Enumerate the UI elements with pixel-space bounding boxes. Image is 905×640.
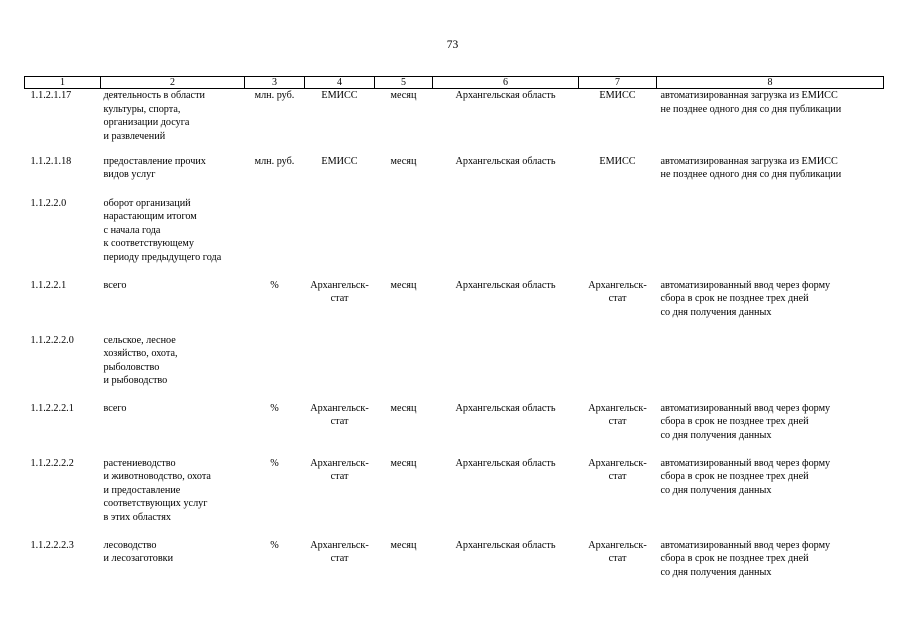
- row-source: [305, 197, 375, 279]
- row-code: 1.1.2.2.2.0: [30, 334, 74, 346]
- row-code: 1.1.2.2.0: [30, 197, 67, 209]
- row-territory: Архангельская область: [455, 279, 556, 291]
- row-territory: Архангельская область: [455, 155, 556, 167]
- column-header: 6: [433, 77, 579, 89]
- row-indicator-name: сельское, лесное хозяйство, охота, рыболовство и рыбоводство: [103, 334, 178, 387]
- row-territory: [433, 197, 579, 279]
- row-unit: %: [270, 279, 279, 291]
- row-source: Архангельск- стат: [310, 539, 369, 565]
- row-provider: [579, 197, 657, 279]
- column-header: 3: [245, 77, 305, 89]
- row-indicator-name: деятельность в области культуры, спорта, организации досуга и развлечений: [103, 90, 205, 142]
- row-indicator-name: оборот организаций нарастающим итогом с начала года к соответствующему периоду предыдущего года: [103, 197, 222, 263]
- row-unit: млн. руб.: [254, 155, 295, 167]
- table-row: [25, 334, 884, 402]
- row-provider: Архангельск- стат: [588, 279, 647, 305]
- row-code: 1.1.2.2.2.2: [30, 457, 74, 469]
- column-header: 1: [25, 77, 101, 89]
- column-header: 5: [375, 77, 433, 89]
- row-method: [657, 197, 884, 279]
- table-row: [25, 279, 884, 334]
- row-unit: [245, 334, 305, 402]
- row-territory: Архангельская область: [455, 90, 556, 101]
- row-code: 1.1.2.2.2.1: [30, 402, 74, 414]
- row-period: [375, 334, 433, 402]
- table-header-row: [25, 77, 884, 89]
- column-header: 2: [101, 77, 245, 89]
- row-method: автоматизированный ввод через форму сбора в срок не позднее трех дней со дня получения данных: [660, 402, 831, 441]
- column-header: 4: [305, 77, 375, 89]
- table-row: [25, 457, 884, 539]
- row-unit: %: [270, 457, 279, 469]
- row-indicator-name: всего: [103, 279, 127, 291]
- row-method: [657, 334, 884, 402]
- row-unit: %: [270, 539, 279, 551]
- row-period: месяц: [390, 402, 417, 414]
- row-unit: млн. руб.: [254, 90, 295, 101]
- row-provider: Архангельск- стат: [588, 539, 647, 565]
- row-provider: ЕМИСС: [599, 155, 636, 167]
- page-number: 73: [446, 39, 459, 51]
- row-unit: %: [270, 402, 279, 414]
- row-territory: [433, 334, 579, 402]
- row-method: автоматизированный ввод через форму сбора в срок не позднее трех дней со дня получения данных: [660, 457, 831, 496]
- row-territory: Архангельская область: [455, 539, 556, 551]
- row-indicator-name: всего: [103, 402, 127, 414]
- row-territory: Архангельская область: [455, 402, 556, 414]
- row-provider: Архангельск- стат: [588, 457, 647, 483]
- column-header: 8: [657, 77, 884, 89]
- row-method: автоматизированная загрузка из ЕМИСС не позднее одного дня со дня публикации: [660, 90, 842, 115]
- table-row: [25, 197, 884, 279]
- row-period: [375, 197, 433, 279]
- row-source: [305, 334, 375, 402]
- indicators-table: [24, 76, 884, 594]
- row-source: Архангельск- стат: [310, 279, 369, 305]
- row-code: 1.1.2.2.1: [30, 279, 67, 291]
- row-code: 1.1.2.1.18: [30, 155, 72, 167]
- row-territory: Архангельская область: [455, 457, 556, 469]
- row-period: месяц: [390, 279, 417, 291]
- row-unit: [245, 197, 305, 279]
- row-code: 1.1.2.2.2.3: [30, 539, 74, 551]
- table-row: [25, 539, 884, 594]
- row-indicator-name: предоставление прочих видов услуг: [103, 155, 206, 181]
- table-row: [25, 402, 884, 457]
- row-source: Архангельск- стат: [310, 457, 369, 483]
- row-code: 1.1.2.1.17: [30, 90, 72, 101]
- row-indicator-name: лесоводство и лесозаготовки: [103, 539, 174, 565]
- row-period: месяц: [390, 90, 417, 101]
- row-provider: Архангельск- стат: [588, 402, 647, 428]
- column-header: 7: [579, 77, 657, 89]
- row-period: месяц: [390, 457, 417, 469]
- row-method: автоматизированный ввод через форму сбора в срок не позднее трех дней со дня получения данных: [660, 539, 831, 578]
- row-provider: [579, 334, 657, 402]
- row-source: Архангельск- стат: [310, 402, 369, 428]
- row-source: ЕМИСС: [321, 155, 358, 167]
- table-row: [25, 89, 884, 155]
- row-method: автоматизированная загрузка из ЕМИСС не позднее одного дня со дня публикации: [660, 155, 842, 181]
- row-period: месяц: [390, 539, 417, 551]
- row-provider: ЕМИСС: [599, 90, 636, 101]
- row-source: ЕМИСС: [321, 90, 358, 101]
- table-row: [25, 155, 884, 197]
- row-indicator-name: растениеводство и животноводство, охота и предоставление соответствующих услуг в этих областях: [103, 457, 211, 523]
- row-method: автоматизированный ввод через форму сбора в срок не позднее трех дней со дня получения данных: [660, 279, 831, 318]
- row-period: месяц: [390, 155, 417, 167]
